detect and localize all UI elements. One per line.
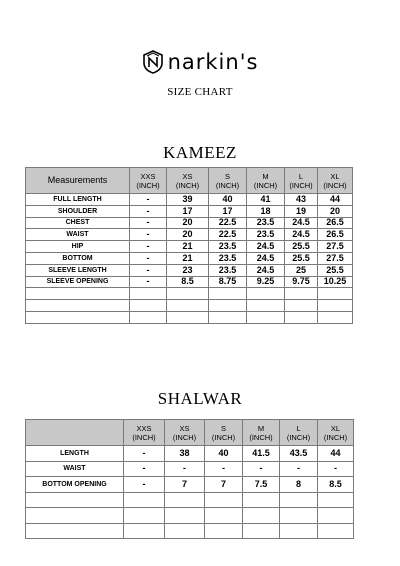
size-value: 20: [167, 229, 209, 241]
size-value: 21: [167, 252, 209, 264]
empty-cell: [165, 492, 205, 508]
empty-cell: [205, 508, 243, 524]
row-label: WAIST: [26, 461, 124, 477]
row-label: WAIST: [26, 229, 130, 241]
empty-cell: [26, 311, 130, 323]
empty-cell: [243, 492, 280, 508]
table-row: [26, 264, 353, 276]
empty-cell: [124, 492, 165, 508]
size-value: 25.5: [285, 252, 318, 264]
empty-cell: [209, 300, 247, 312]
size-value: -: [130, 194, 167, 206]
empty-cell: [26, 300, 130, 312]
empty-row: [26, 311, 353, 323]
header-size: XXS (INCH): [130, 168, 167, 194]
table-row: [26, 241, 353, 253]
table-row: [26, 205, 353, 217]
empty-cell: [205, 492, 243, 508]
size-value: 25.5: [285, 241, 318, 253]
size-value: 41.5: [243, 446, 280, 462]
empty-cell: [130, 288, 167, 300]
size-value: 22.5: [209, 229, 247, 241]
size-value: 23.5: [247, 229, 285, 241]
size-value: -: [124, 477, 165, 493]
empty-cell: [285, 300, 318, 312]
empty-cell: [167, 300, 209, 312]
kameez-size-table: [25, 167, 353, 324]
size-value: 41: [247, 194, 285, 206]
table-row: [26, 446, 354, 462]
empty-cell: [285, 311, 318, 323]
size-value: 44: [318, 194, 353, 206]
size-value: -: [165, 461, 205, 477]
empty-row: [26, 523, 354, 539]
size-value: 17: [167, 205, 209, 217]
size-value: 9.75: [285, 276, 318, 288]
size-value: 44: [318, 446, 354, 462]
empty-row: [26, 492, 354, 508]
shalwar-title: SHALWAR: [157, 389, 243, 408]
row-label: LENGTH: [26, 446, 124, 462]
size-value: 7: [205, 477, 243, 493]
size-value: 8.5: [167, 276, 209, 288]
empty-cell: [124, 508, 165, 524]
header-size: L (INCH): [285, 168, 318, 194]
table-row: [26, 217, 353, 229]
header-size: L (INCH): [280, 420, 318, 446]
size-value: -: [130, 264, 167, 276]
size-value: 18: [247, 205, 285, 217]
size-value: 40: [209, 194, 247, 206]
page-subtitle: SIZE CHART: [167, 86, 233, 98]
size-value: 38: [165, 446, 205, 462]
size-value: 27.5: [318, 252, 353, 264]
empty-cell: [285, 288, 318, 300]
size-value: 23.5: [247, 217, 285, 229]
size-value: -: [130, 241, 167, 253]
empty-cell: [165, 508, 205, 524]
kameez-title: KAMEEZ: [163, 143, 237, 162]
size-value: 24.5: [247, 252, 285, 264]
header-size: XL (INCH): [318, 168, 353, 194]
header-size: S (INCH): [205, 420, 243, 446]
size-value: -: [130, 217, 167, 229]
empty-cell: [167, 311, 209, 323]
size-value: -: [130, 252, 167, 264]
row-label: BOTTOM OPENING: [26, 477, 124, 493]
size-value: 20: [318, 205, 353, 217]
row-label: CHEST: [26, 217, 130, 229]
size-value: 40: [205, 446, 243, 462]
size-value: 43.5: [280, 446, 318, 462]
empty-cell: [124, 523, 165, 539]
size-value: 23.5: [209, 241, 247, 253]
size-value: -: [124, 461, 165, 477]
empty-row: [26, 508, 354, 524]
size-value: -: [205, 461, 243, 477]
table-row: [26, 477, 354, 493]
row-label: SLEEVE OPENING: [26, 276, 130, 288]
size-value: 8.5: [318, 477, 354, 493]
size-value: 24.5: [285, 217, 318, 229]
row-label: SLEEVE LENGTH: [26, 264, 130, 276]
header-size: M (INCH): [243, 420, 280, 446]
empty-cell: [205, 523, 243, 539]
empty-cell: [318, 508, 354, 524]
size-value: 7: [165, 477, 205, 493]
size-value: 8: [280, 477, 318, 493]
empty-cell: [280, 523, 318, 539]
size-value: 21: [167, 241, 209, 253]
size-value: 26.5: [318, 229, 353, 241]
empty-cell: [26, 288, 130, 300]
size-value: 24.5: [247, 264, 285, 276]
size-value: 24.5: [285, 229, 318, 241]
empty-cell: [130, 300, 167, 312]
empty-cell: [209, 288, 247, 300]
table-header-row: [26, 168, 353, 194]
empty-cell: [280, 492, 318, 508]
size-value: -: [280, 461, 318, 477]
row-label: HIP: [26, 241, 130, 253]
header-size: S (INCH): [209, 168, 247, 194]
empty-cell: [318, 300, 353, 312]
table-row: [26, 229, 353, 241]
size-value: -: [318, 461, 354, 477]
size-value: 9.25: [247, 276, 285, 288]
empty-cell: [243, 523, 280, 539]
empty-cell: [318, 523, 354, 539]
empty-cell: [318, 492, 354, 508]
size-value: -: [124, 446, 165, 462]
size-value: 23.5: [209, 252, 247, 264]
size-value: 24.5: [247, 241, 285, 253]
empty-cell: [318, 288, 353, 300]
header-size: XL (INCH): [318, 420, 354, 446]
empty-cell: [247, 300, 285, 312]
size-value: 23: [167, 264, 209, 276]
size-value: 27.5: [318, 241, 353, 253]
empty-cell: [280, 508, 318, 524]
empty-row: [26, 288, 353, 300]
crest-monogram-icon: [142, 50, 164, 74]
empty-cell: [26, 523, 124, 539]
header-size: XXS (INCH): [124, 420, 165, 446]
header-size: M (INCH): [247, 168, 285, 194]
table-row: [26, 194, 353, 206]
brand-name: narkin's: [167, 50, 259, 74]
size-value: 25.5: [318, 264, 353, 276]
table-row: [26, 276, 353, 288]
empty-cell: [209, 311, 247, 323]
size-value: 19: [285, 205, 318, 217]
size-value: 20: [167, 217, 209, 229]
row-label: BOTTOM: [26, 252, 130, 264]
table-row: [26, 461, 354, 477]
size-value: 7.5: [243, 477, 280, 493]
size-value: -: [130, 229, 167, 241]
size-value: -: [130, 276, 167, 288]
size-value: 22.5: [209, 217, 247, 229]
shalwar-size-table: [25, 419, 354, 539]
empty-cell: [247, 311, 285, 323]
size-value: 25: [285, 264, 318, 276]
size-value: 23.5: [209, 264, 247, 276]
size-value: 39: [167, 194, 209, 206]
row-label: FULL LENGTH: [26, 194, 130, 206]
size-value: -: [243, 461, 280, 477]
empty-row: [26, 300, 353, 312]
empty-cell: [26, 492, 124, 508]
header-measurements: Measurements: [26, 168, 130, 194]
header-blank: [26, 420, 124, 446]
size-value: 8.75: [209, 276, 247, 288]
header-size: XS (INCH): [167, 168, 209, 194]
brand-logo: [0, 48, 400, 76]
empty-cell: [167, 288, 209, 300]
size-value: 43: [285, 194, 318, 206]
empty-cell: [26, 508, 124, 524]
size-value: 10.25: [318, 276, 353, 288]
empty-cell: [165, 523, 205, 539]
table-row: [26, 252, 353, 264]
size-value: -: [130, 205, 167, 217]
size-value: 26.5: [318, 217, 353, 229]
empty-cell: [318, 311, 353, 323]
empty-cell: [247, 288, 285, 300]
size-value: 17: [209, 205, 247, 217]
row-label: SHOULDER: [26, 205, 130, 217]
empty-cell: [130, 311, 167, 323]
empty-cell: [243, 508, 280, 524]
table-header-row: [26, 420, 354, 446]
header-size: XS (INCH): [165, 420, 205, 446]
